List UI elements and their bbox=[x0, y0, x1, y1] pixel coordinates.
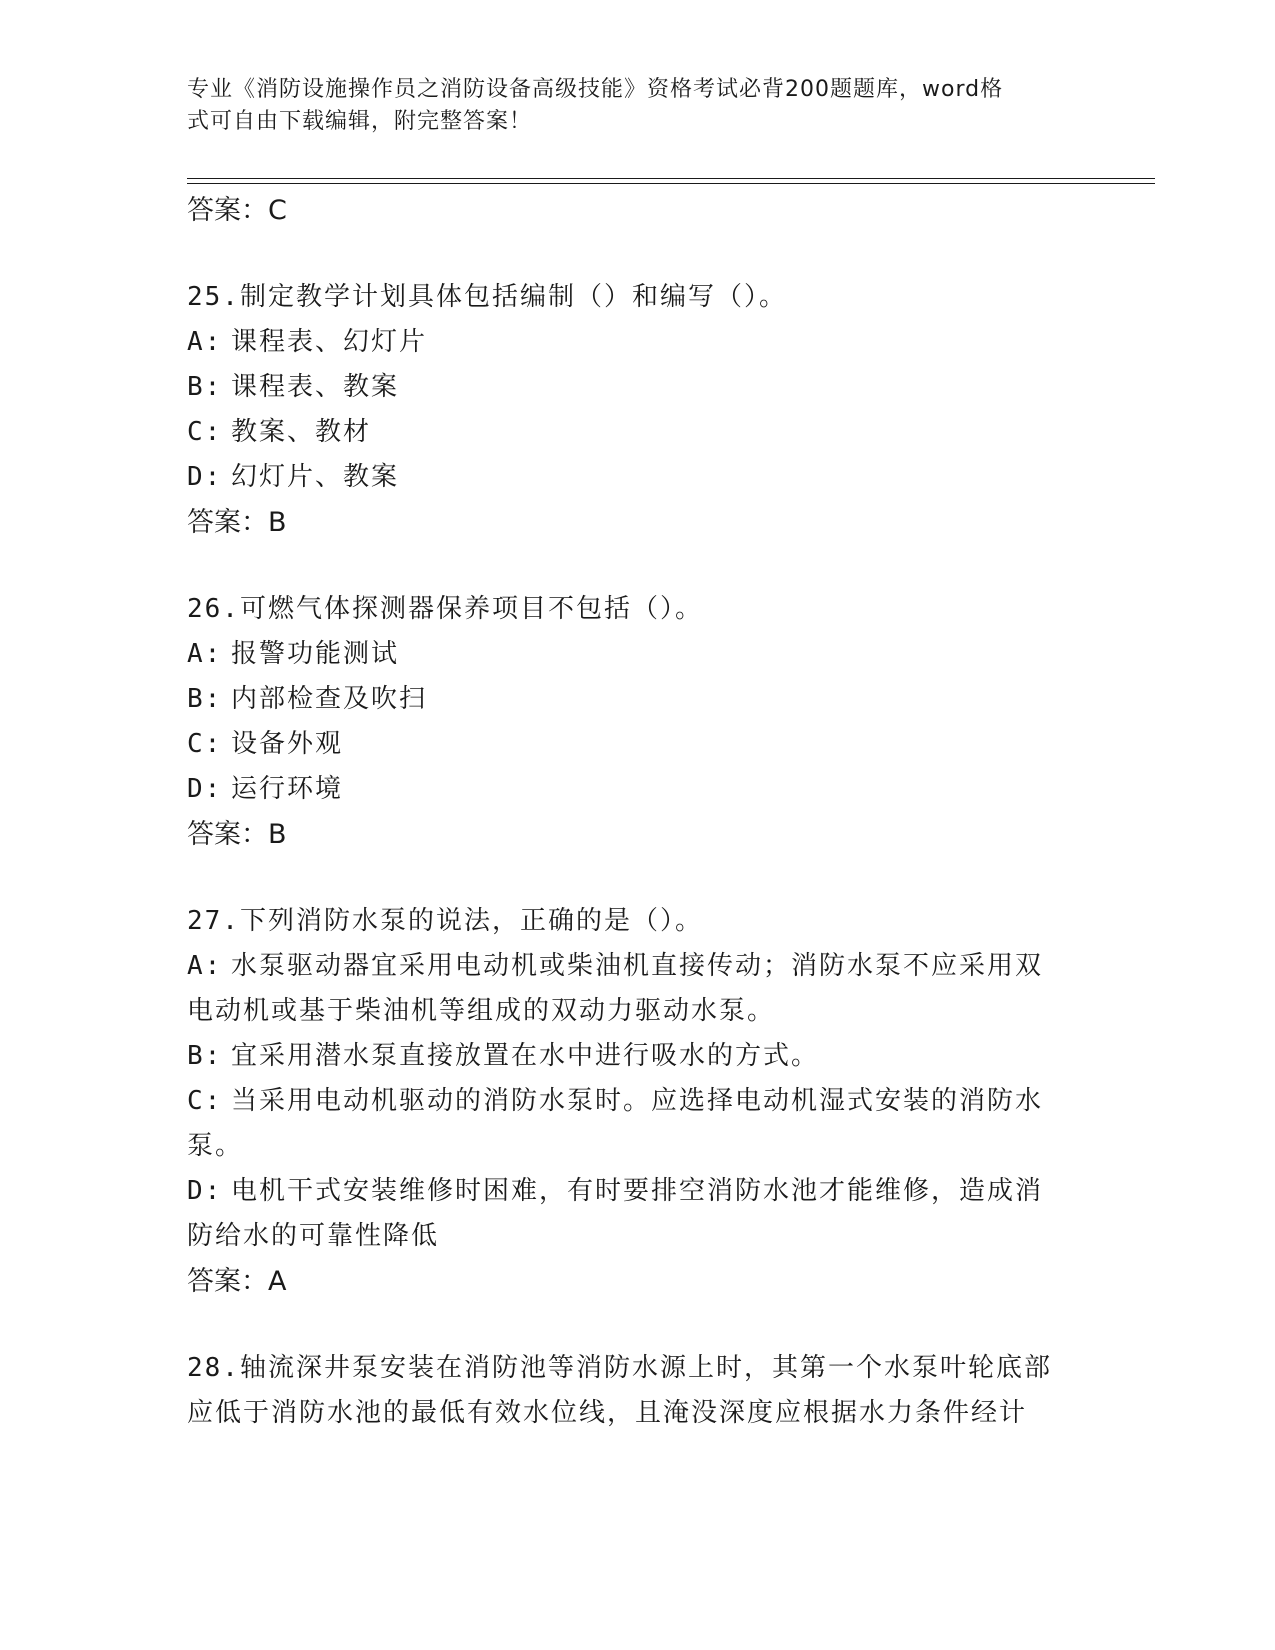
question-text: 25.制定教学计划具体包括编制（）和编写（）。 bbox=[187, 282, 787, 312]
question-text-continued: 应低于消防水池的最低有效水位线，且淹没深度应根据水力条件经计 bbox=[187, 1398, 1028, 1428]
option-c bbox=[187, 1079, 1087, 1124]
option-label: A: bbox=[187, 327, 223, 357]
option-text: 当采用电动机驱动的消防水泵时。应选择电动机湿式安装的消防水 bbox=[231, 1086, 1044, 1116]
option-a-continued: 电动机或基于柴油机等组成的双动力驱动水泵。 bbox=[187, 996, 776, 1026]
option-text: 课程表、教案 bbox=[231, 372, 400, 402]
option-b bbox=[187, 677, 1087, 722]
question-26 bbox=[187, 587, 1087, 857]
answer: 答案：B bbox=[187, 819, 287, 850]
option-label: C: bbox=[187, 1086, 223, 1116]
question-27 bbox=[187, 899, 1087, 1304]
option-d bbox=[187, 455, 1087, 500]
question-text: 28.轴流深井泵安装在消防池等消防水源上时，其第一个水泵叶轮底部 bbox=[187, 1353, 1052, 1383]
question-text: 26.可燃气体探测器保养项目不包括（）。 bbox=[187, 594, 703, 624]
question-25 bbox=[187, 275, 1087, 545]
header-line-2: 式可自由下载编辑，附完整答案！ bbox=[187, 109, 533, 134]
option-text: 宜采用潜水泵直接放置在水中进行吸水的方式。 bbox=[231, 1041, 820, 1071]
option-d bbox=[187, 1169, 1087, 1214]
option-b bbox=[187, 1034, 1087, 1079]
option-c-continued: 泵。 bbox=[187, 1131, 244, 1161]
option-label: B: bbox=[187, 1041, 223, 1071]
answer: 答案：A bbox=[187, 1266, 287, 1297]
option-d bbox=[187, 767, 1087, 812]
answer: 答案：B bbox=[187, 507, 287, 538]
option-label: C: bbox=[187, 417, 223, 447]
question-list bbox=[187, 188, 1087, 1436]
option-b bbox=[187, 365, 1087, 410]
answer-previous: 答案：C bbox=[187, 195, 287, 226]
option-c bbox=[187, 410, 1087, 455]
option-a bbox=[187, 944, 1087, 989]
option-text: 电机干式安装维修时困难，有时要排空消防水池才能维修，造成消 bbox=[231, 1176, 1044, 1206]
option-label: D: bbox=[187, 462, 223, 492]
option-text: 运行环境 bbox=[231, 774, 344, 804]
option-a bbox=[187, 632, 1087, 677]
option-text: 教案、教材 bbox=[231, 417, 372, 447]
question-text: 27.下列消防水泵的说法，正确的是（）。 bbox=[187, 906, 703, 936]
option-label: A: bbox=[187, 639, 223, 669]
option-d-continued: 防给水的可靠性降低 bbox=[187, 1221, 440, 1251]
option-label: B: bbox=[187, 684, 223, 714]
option-label: D: bbox=[187, 774, 223, 804]
option-label: D: bbox=[187, 1176, 223, 1206]
option-text: 设备外观 bbox=[231, 729, 344, 759]
header-divider-bottom bbox=[187, 183, 1155, 184]
option-a bbox=[187, 320, 1087, 365]
document-header bbox=[187, 74, 1087, 138]
header-line-1: 专业《消防设施操作员之消防设备高级技能》资格考试必背200题题库，word格 bbox=[187, 77, 1004, 102]
question-28 bbox=[187, 1346, 1087, 1436]
option-label: A: bbox=[187, 951, 223, 981]
header-divider-top bbox=[187, 178, 1155, 179]
option-text: 课程表、幻灯片 bbox=[231, 327, 428, 357]
option-text: 水泵驱动器宜采用电动机或柴油机直接传动；消防水泵不应采用双 bbox=[231, 951, 1044, 981]
option-text: 报警功能测试 bbox=[231, 639, 400, 669]
option-label: C: bbox=[187, 729, 223, 759]
option-label: B: bbox=[187, 372, 223, 402]
option-c bbox=[187, 722, 1087, 767]
option-text: 内部检查及吹扫 bbox=[231, 684, 428, 714]
option-text: 幻灯片、教案 bbox=[231, 462, 400, 492]
